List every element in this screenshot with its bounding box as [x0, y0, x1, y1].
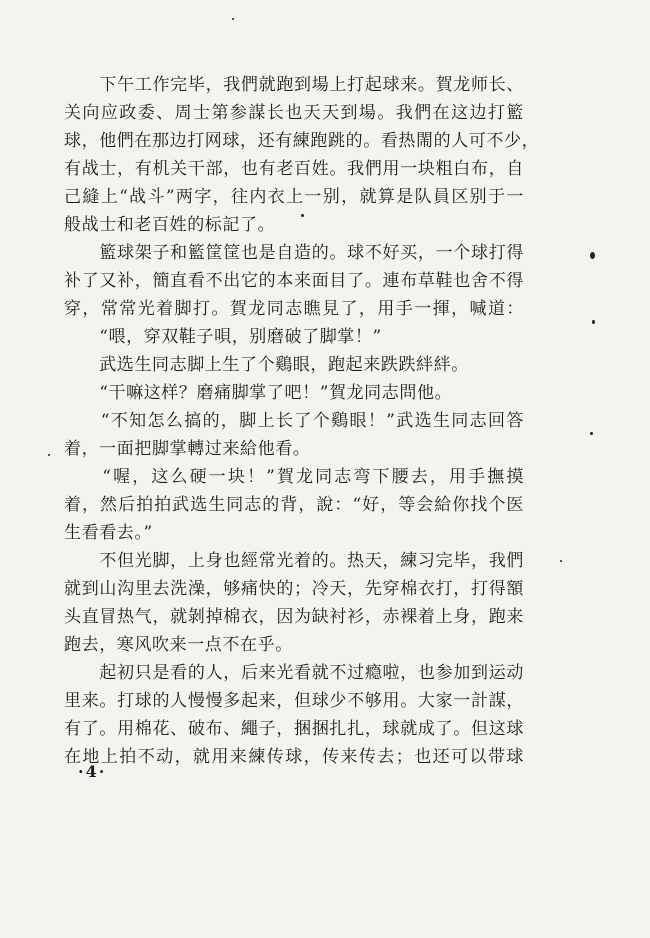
page-number: ·4·	[78, 762, 107, 781]
text-line: 着，一面把脚掌轉过来給他看。	[64, 439, 311, 459]
text-line: 有战士，有机关干部，也有老百姓。我們用一块粗白布，自	[64, 159, 524, 179]
text-line: 下午工作完毕，我們就跑到場上打起球来。賀龙师长、	[64, 75, 524, 95]
text-line: 里来。打球的人慢慢多起来，但球少不够用。大家一計謀，	[64, 691, 524, 711]
scan-speck	[592, 320, 595, 324]
text-line: 关向应政委、周士第参謀长也天天到場。我們在这边打籃	[64, 103, 524, 123]
scan-speck	[232, 18, 234, 20]
text-line: 般战士和老百姓的标記了。	[64, 215, 276, 235]
text-line: 起初只是看的人，后来光看就不过瘾啦，也参加到运动	[64, 663, 524, 683]
text-line: “干嘛这样？磨痛脚掌了吧！”賀龙同志問他。	[64, 383, 453, 403]
scan-speck	[301, 214, 304, 217]
text-line: “喔，这么硬一块！”賀龙同志弯下腰去，用手撫摸	[64, 467, 524, 487]
text-line: “喂，穿双鞋子唄，别磨破了脚掌！”	[64, 327, 382, 347]
text-line: 补了又补，簡直看不出它的本来面目了。連布草鞋也舍不得	[64, 271, 524, 291]
text-line: 跑去，寒风吹来一点不在乎。	[64, 635, 293, 655]
text-line: “不知怎么搞的，脚上长了个鷄眼！”武选生同志回答	[64, 411, 524, 431]
text-line: 不但光脚，上身也經常光着的。热天，練习完毕，我們	[64, 551, 524, 571]
text-line: 球，他們在那边打网球，还有練跑跳的。看热閙的人可不少，	[64, 131, 540, 151]
text-line: 己縫上“战斗”两字，往内衣上一别，就算是队員区别于一	[64, 187, 524, 207]
scan-speck	[48, 454, 50, 456]
text-line: 在地上拍不动，就用来練传球，传来传去；也还可以带球	[64, 747, 524, 767]
text-line: 有了。用棉花、破布、繩子，捆捆扎扎，球就成了。但这球	[64, 719, 524, 739]
text-line: 武选生同志脚上生了个鷄眼，跑起来跌跌絆絆。	[64, 355, 469, 375]
text-line: 就到山沟里去洗澡，够痛快的；冷天，先穿棉衣打，打得額	[64, 579, 524, 599]
text-line: 生看看去。”	[64, 523, 153, 543]
scan-speck	[590, 432, 593, 435]
text-line: 着，然后拍拍武选生同志的背，說：“好，等会給你找个医	[64, 495, 524, 515]
text-line: 籃球架子和籃筐筐也是自造的。球不好买，一个球打得	[64, 243, 524, 263]
text-line: 穿，常常光着脚打。賀龙同志瞧見了，用手一揮，喊道：	[64, 299, 524, 319]
scan-speck	[590, 252, 595, 259]
text-line: 头直冒热气，就剝掉棉衣，因为缺衬衫，赤裸着上身，跑来	[64, 607, 524, 627]
scan-speck	[560, 560, 562, 562]
